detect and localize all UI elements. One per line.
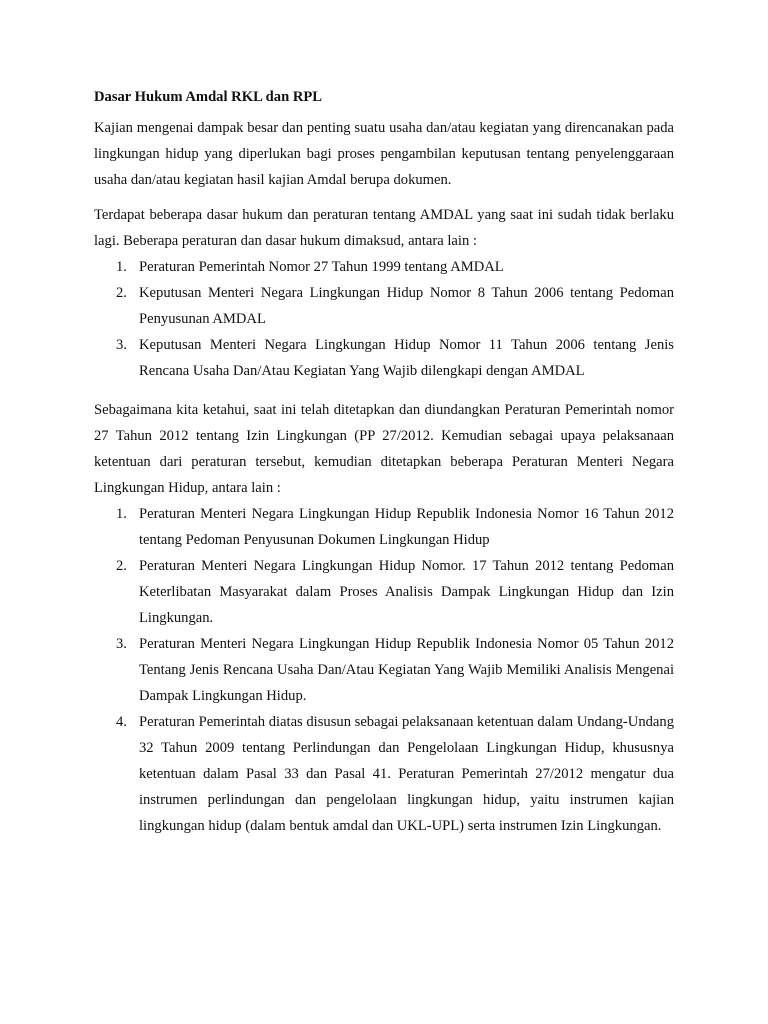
list-item	[94, 280, 674, 332]
obsolete-laws-list	[94, 254, 674, 384]
ministerial-regulations-list	[94, 501, 674, 839]
list-item	[94, 709, 674, 839]
list-item-text: Keputusan Menteri Negara Lingkungan Hidup Nomor 11 Tahun 2006 tentang Jenis Rencana Usaha Dan/Atau Kegiatan Yang Wajib dilengkapi dengan AMDAL	[139, 337, 674, 379]
paragraph-definition: Kajian mengenai dampak besar dan penting suatu usaha dan/atau kegiatan yang direncanakan pada lingkungan hidup yang diperlukan bagi proses pengambilan keputusan tentang penyelenggaraan usaha dan/atau kegiatan hasil kajian Amdal berupa dokumen.	[94, 120, 674, 188]
list-item-number: 2.	[116, 285, 127, 301]
list-item	[94, 631, 674, 709]
list-item-text: Peraturan Pemerintah Nomor 27 Tahun 1999 tentang AMDAL	[139, 259, 504, 275]
list-item-text: Peraturan Menteri Negara Lingkungan Hidup Nomor. 17 Tahun 2012 tentang Pedoman Keterlibatan Masyarakat dalam Proses Analisis Dampak Lingkungan Hidup dan Izin Lingkungan.	[139, 558, 674, 626]
document-title: Dasar Hukum Amdal RKL dan RPL	[94, 89, 323, 105]
list-item-text: Peraturan Menteri Negara Lingkungan Hidup Republik Indonesia Nomor 16 Tahun 2012 tentang Pedoman Penyusunan Dokumen Lingkungan Hidup	[139, 506, 674, 548]
list-item-text: Peraturan Pemerintah diatas disusun sebagai pelaksanaan ketentuan dalam Undang-Undang 32 Tahun 2009 tentang Perlindungan dan Pengelolaan Lingkungan Hidup, khususnya ketentuan dalam Pasal 33 dan Pasal 41. Peraturan Pemerintah 27/2012 mengatur dua instrumen perlindungan dan pengelolaan lingkungan hidup, yaitu instrumen kajian lingkungan hidup (dalam bentuk amdal dan UKL-UPL) serta instrumen Izin Lingkungan.	[139, 714, 674, 834]
list-item-number: 4.	[116, 714, 127, 730]
list-item-number: 3.	[116, 337, 127, 353]
list-item-number: 1.	[116, 506, 127, 522]
list-item	[94, 332, 674, 384]
list-item-text: Peraturan Menteri Negara Lingkungan Hidup Republik Indonesia Nomor 05 Tahun 2012 Tentang Jenis Rencana Usaha Dan/Atau Kegiatan Yang Wajib Memiliki Analisis Mengenai Dampak Lingkungan Hidup.	[139, 636, 674, 704]
list-item-number: 3.	[116, 636, 127, 652]
document-content	[94, 84, 674, 839]
list-item	[94, 501, 674, 553]
list-item-text: Keputusan Menteri Negara Lingkungan Hidup Nomor 8 Tahun 2006 tentang Pedoman Penyusunan AMDAL	[139, 285, 674, 327]
list-item-number: 1.	[116, 259, 127, 275]
paragraph-obsolete-laws-intro: Terdapat beberapa dasar hukum dan peraturan tentang AMDAL yang saat ini sudah tidak berlaku lagi. Beberapa peraturan dan dasar hukum dimaksud, antara lain :	[94, 207, 674, 249]
list-item	[94, 553, 674, 631]
list-item-number: 2.	[116, 558, 127, 574]
list-item	[94, 254, 674, 280]
paragraph-current-regulation: Sebagaimana kita ketahui, saat ini telah ditetapkan dan diundangkan Peraturan Pemerintah nomor 27 Tahun 2012 tentang Izin Lingkungan (PP 27/2012. Kemudian sebagai upaya pelaksanaan ketentuan dari peraturan tersebut, kemudian ditetapkan beberapa Peraturan Menteri Negara Lingkungan Hidup, antara lain :	[94, 402, 674, 496]
